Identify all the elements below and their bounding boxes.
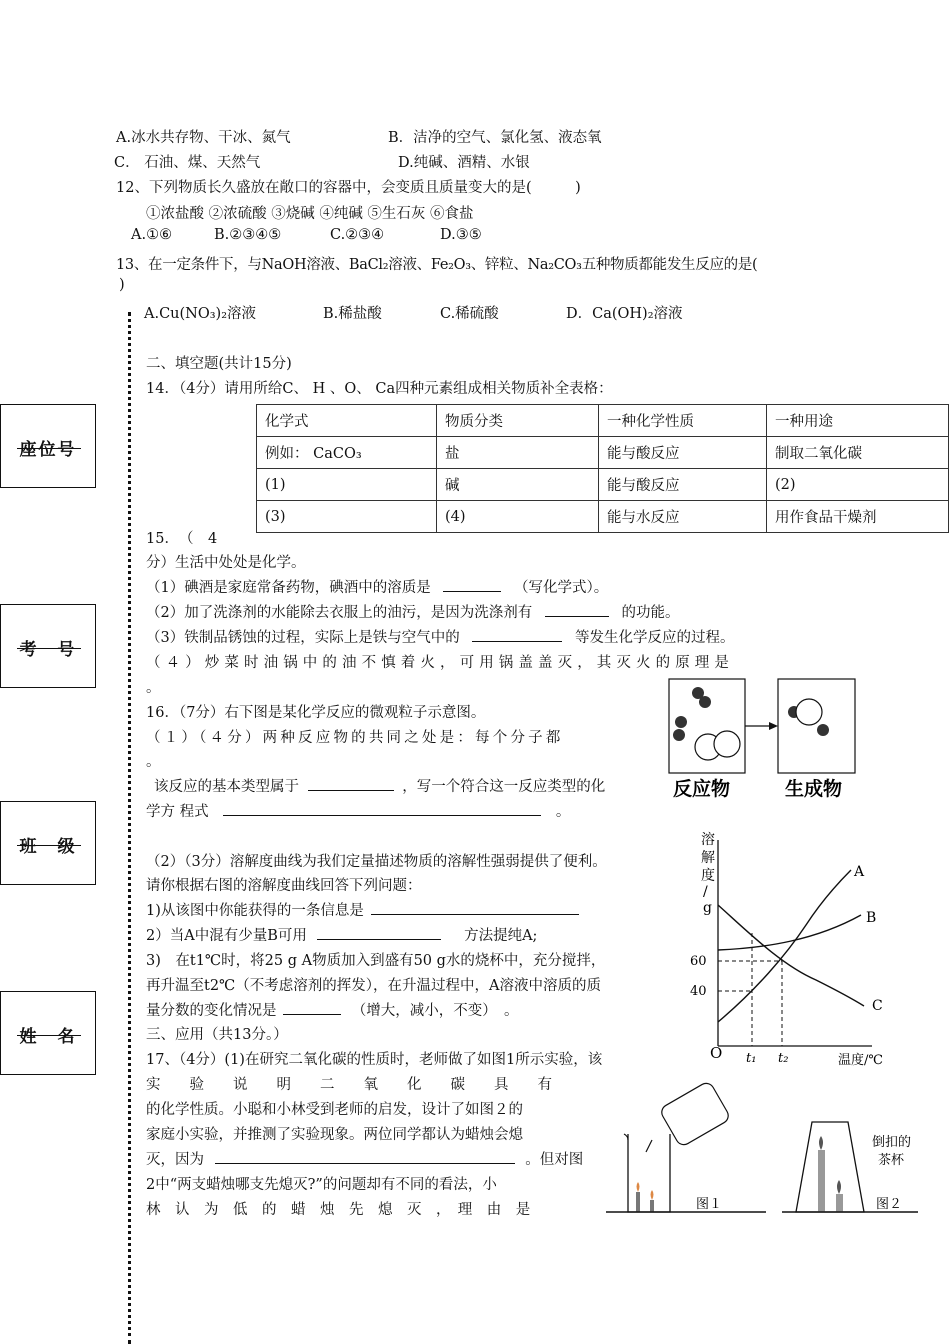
q15-item-2-text: （2）加了洗涤剂的水能除去衣服上的油污，是因为洗涤剂有: [146, 605, 533, 621]
q16b-line5: 3) 在t1℃时，将25 g A物质加入到盛有50 g水的烧杯中，充分搅拌，: [146, 953, 606, 969]
table-header-cell: 一种用途: [767, 405, 949, 437]
table-header-cell: 一种化学性质: [599, 405, 767, 437]
pour-line: [646, 1140, 652, 1152]
q13-option-d: D．Ca(OH)₂溶液: [566, 306, 683, 322]
y-tick-40: 40: [690, 984, 707, 999]
solubility-graph: [690, 830, 910, 1074]
class-line: [17, 845, 81, 846]
seat-number-line: [17, 448, 81, 449]
binding-line: [128, 312, 131, 1344]
q14-table: [256, 404, 949, 533]
q17-line5-text: 灭，因为: [146, 1152, 204, 1168]
figure-1-label: 图１: [696, 1197, 723, 1212]
x-tick-t2: t₂: [778, 1051, 789, 1066]
y-axis-label-5: g: [703, 900, 712, 916]
exam-number-label: 考 号: [19, 640, 77, 660]
seat-number-box: [0, 404, 96, 488]
q15-blank-2[interactable]: [545, 615, 609, 617]
flame-icon: [651, 1190, 654, 1200]
q13-option-b: B.稀盐酸: [323, 306, 382, 322]
exam-number-box: [0, 604, 96, 688]
q16b-blank-method[interactable]: [317, 938, 441, 940]
product-label: 生成物: [785, 778, 843, 800]
atom-dark: [817, 724, 829, 736]
table-row: [257, 469, 949, 501]
q13-option-a: A.Cu(NO₃)₂溶液: [144, 306, 257, 322]
q11-option-a: A.冰水共存物、干冰、氮气: [116, 130, 291, 146]
x-tick-t1: t₁: [746, 1051, 757, 1066]
q16b-line7: [146, 999, 518, 1020]
q15-blank-3[interactable]: [472, 640, 562, 642]
table-header-cell: 物质分类: [437, 405, 599, 437]
q16b-line4-text: 2）当A中混有少量B可用: [146, 928, 307, 944]
q16b-line4-end: 方法提纯A;: [464, 928, 538, 944]
cup-label-2: 茶杯: [878, 1153, 905, 1168]
candle-tall: [818, 1150, 825, 1212]
q15-item-1: [146, 576, 608, 597]
arrow-head: [769, 722, 778, 730]
q12-option-d: D.③⑤: [440, 227, 482, 243]
curve-c-label: C: [872, 998, 883, 1014]
q15-item-4-end: 。: [146, 680, 161, 696]
q16-part1-end: 。: [146, 754, 161, 770]
q16b-line3: [146, 899, 579, 920]
q15-item-3: [146, 626, 734, 647]
q13-stem: 13、在一定条件下，与NaOH溶液、BaCl₂溶液、Fe₂O₃、锌粒、Na₂CO₃五种物质都能发生反应的是(: [116, 257, 758, 273]
section3-title: 三、应用（共13分。）: [146, 1027, 288, 1043]
q16b-line3-text: 1)从该图中你能获得的一条信息是: [146, 903, 364, 919]
q16-reaction-type-end: ，写一个符合这一反应类型的化: [402, 779, 606, 795]
product-box: [778, 679, 855, 773]
q16-part1: （１）（４分）两种反应物的共同之处是：每个分子都: [146, 730, 564, 746]
q16-blank-equation[interactable]: [223, 814, 541, 816]
origin-label: O: [710, 1044, 723, 1062]
y-axis-label-4: /: [703, 884, 708, 900]
q12-option-c: C.②③④: [330, 227, 385, 243]
q13-stem-end: ): [119, 277, 125, 293]
q17-line4: 家庭小实验，并推测了实验现象。两位同学都认为蜡烛会熄: [146, 1127, 523, 1143]
exam-number-line: [17, 648, 81, 649]
q16b-line2: 请你根据右图的溶解度曲线回答下列问题：: [146, 878, 422, 894]
reactant-label: 反应物: [673, 778, 731, 800]
atom-dark: [675, 716, 687, 728]
table-row: [257, 437, 949, 469]
y-axis-label-3: 度: [701, 868, 715, 884]
q15-item-1-text: （1）碘酒是家庭常备药物，碘酒中的溶质是: [146, 580, 431, 596]
q16-equation: [146, 800, 570, 821]
q11-option-c: C． 石油、煤、天然气: [114, 155, 261, 171]
q17-blank-reason[interactable]: [215, 1162, 515, 1164]
q15-head: 15． （ 4: [146, 531, 218, 547]
name-line: [17, 1035, 81, 1036]
figure-1: [606, 1080, 766, 1212]
q16-blank-type[interactable]: [308, 789, 394, 791]
seat-number-label: 座位号: [19, 440, 77, 460]
q17-line5-end: 。但对图: [525, 1152, 584, 1168]
q16b-line4: [146, 924, 537, 945]
table-header-cell: 化学式: [257, 405, 437, 437]
q15-item-3-end: 等发生化学反应的过程。: [574, 630, 735, 646]
figure-2: [782, 1122, 918, 1212]
q12-stem: 12、下列物质长久盛放在敞口的容器中，会变质且质量变大的是( ): [116, 180, 581, 196]
q15-item-2-end: 的功能。: [621, 605, 680, 621]
atom-dark: [673, 729, 685, 741]
q11-option-b: B．洁净的空气、氯化氢、液态氧: [388, 130, 602, 146]
q15-intro: 分）生活中处处是化学。: [146, 555, 306, 571]
atom-light: [714, 731, 740, 757]
q12-items: ①浓盐酸 ②浓硫酸 ③烧碱 ④纯碱 ⑤生石灰 ⑥食盐: [146, 206, 474, 222]
name-box: [0, 991, 96, 1075]
q16-equation-end: 。: [555, 804, 571, 820]
curve-b-label: B: [866, 910, 877, 926]
q17-line5: [146, 1148, 583, 1169]
figure-2-label: 图２: [876, 1197, 903, 1212]
q12-option-b: B.②③④⑤: [214, 227, 282, 243]
curve-a: [718, 870, 851, 1022]
table-cell: 用作食品干燥剂: [767, 501, 949, 533]
curve-b: [718, 915, 861, 950]
q16b-line7-end: （增大，减小，不变） 。: [351, 1003, 519, 1019]
y-axis-label-1: 溶: [701, 832, 715, 848]
y-tick-60: 60: [690, 954, 707, 969]
q16-reaction-type-text: 该反应的基本类型属于: [154, 779, 299, 795]
table-header-row: [257, 405, 949, 437]
q15-item-1-end: （写化学式）。: [513, 580, 609, 596]
table-cell: 能与水反应: [599, 501, 767, 533]
q17-line3: 的化学性质。小聪和小林受到老师的启发，设计了如图２的: [146, 1102, 523, 1118]
name-label: 姓 名: [19, 1027, 77, 1047]
table-cell: (4): [437, 501, 599, 533]
q16b-line7-text: 量分数的变化情况是: [146, 1003, 277, 1019]
q16-reaction-type: [154, 775, 605, 796]
table-cell: (3): [257, 501, 437, 533]
class-box: [0, 801, 96, 885]
q16b-line1: （2）（3分）溶解度曲线为我们定量描述物质的溶解性强弱提供了便利。: [146, 854, 607, 870]
table-cell: 盐: [437, 437, 599, 469]
q15-item-2: [146, 601, 679, 622]
section2-title: 二、填空题(共计15分): [146, 356, 292, 372]
class-label: 班 级: [19, 837, 77, 857]
q17-line7: 林 认 为 低 的 蜡 烛 先 熄 灭 ， 理 由 是: [146, 1202, 531, 1218]
q17-line6: 2中“两支蜡烛哪支先熄灭?”的问题却有不同的看法，小: [146, 1177, 497, 1193]
candle-low: [650, 1200, 654, 1212]
table-cell: 能与酸反应: [599, 437, 767, 469]
curve-a-label: A: [854, 864, 865, 880]
table-cell: (2): [767, 469, 949, 501]
q16b-blank-info[interactable]: [371, 913, 579, 915]
q15-item-3-text: （3）铁制品锈蚀的过程，实际上是铁与空气中的: [146, 630, 460, 646]
q15-blank-1[interactable]: [443, 590, 501, 592]
flame-icon: [637, 1182, 640, 1192]
molecule-diagram: [665, 676, 865, 806]
x-axis-label: 温度/℃: [838, 1053, 883, 1068]
q14-stem: 14．（4分）请用所给C、 H 、O、 Ca四种元素组成相关物质补全表格：: [146, 381, 613, 397]
y-axis-label-2: 解: [701, 850, 715, 866]
cup-label-1: 倒扣的: [872, 1135, 912, 1150]
table-cell: 能与酸反应: [599, 469, 767, 501]
candle-high: [636, 1192, 640, 1212]
table-cell: 碱: [437, 469, 599, 501]
table-cell: 例如： CaCO₃: [257, 437, 437, 469]
q17-line1: 17、（4分）(1)在研究二氧化碳的性质时，老师做了如图1所示实验，该: [146, 1052, 603, 1068]
candle-short: [836, 1194, 843, 1212]
q12-option-a: A.①⑥: [131, 227, 173, 243]
q15-item-4: （４）炒菜时油锅中的油不慎着火，可用锅盖盖灭，其灭火的原理是: [146, 655, 734, 671]
q16-equation-text: 学方 程式: [146, 804, 209, 820]
atom-dark: [699, 696, 711, 708]
table-cell: 制取二氧化碳: [767, 437, 949, 469]
q16b-blank-change[interactable]: [283, 1013, 341, 1015]
q17-line2: 实 验 说 明 二 氧 化 碳 具 有: [146, 1077, 552, 1093]
q16-stem: 16．（7分）右下图是某化学反应的微观粒子示意图。: [146, 705, 486, 721]
table-row: [257, 501, 949, 533]
inverted-cup: [796, 1122, 864, 1212]
table-cell: (1): [257, 469, 437, 501]
experiment-figures: [606, 1080, 926, 1220]
atom-light: [796, 699, 822, 725]
q11-option-d: D.纯碱、酒精、水银: [398, 155, 530, 171]
q13-option-c: C.稀硫酸: [440, 306, 499, 322]
q16b-line6: 再升温至t2℃（不考虑溶剂的挥发），在升温过程中，A溶液中溶质的质: [146, 978, 601, 994]
